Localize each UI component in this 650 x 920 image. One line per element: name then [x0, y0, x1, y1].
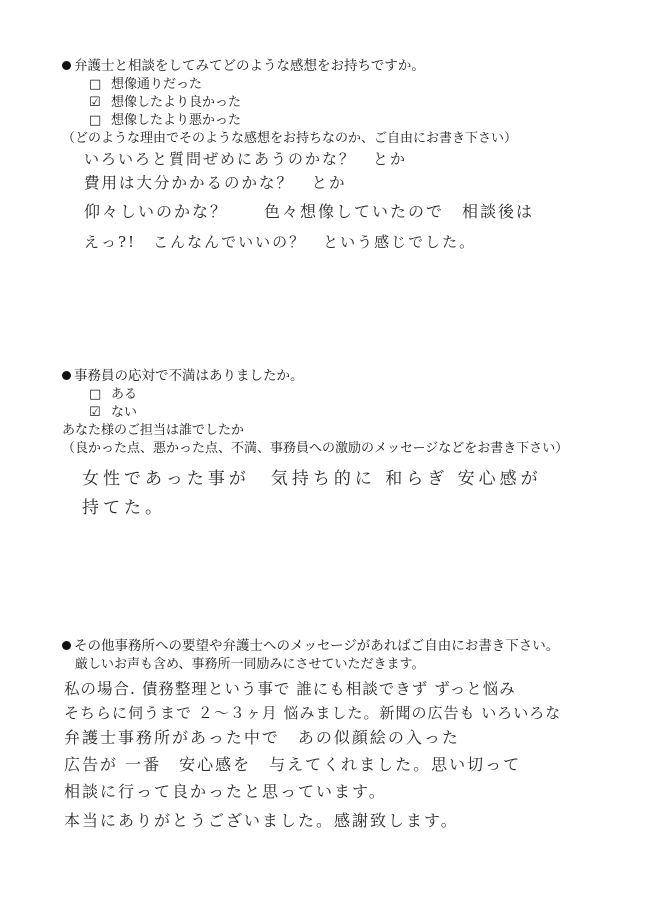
bullet-icon — [62, 371, 71, 380]
handwritten-line: 本当にありがとうございました。感謝致します。 — [64, 811, 459, 830]
checkbox-checked-icon: ☑ — [89, 95, 101, 110]
handwritten-line: えっ?! こんなんでいいの？ という感じでした。 — [84, 233, 477, 251]
question-staff-response: 事務員の応対で不満はありましたか。 — [62, 368, 304, 384]
checkbox-unchecked-icon: □ — [89, 387, 102, 402]
handwritten-line: いろいろと質問ぜめにあうのかな？ とか — [84, 150, 408, 168]
bullet-icon — [62, 61, 71, 70]
handwritten-line: 仰々しいのかな？ 色々想像していたので 相談後は — [84, 202, 535, 221]
handwritten-line: 相談に行って良かったと思っています。 — [64, 782, 387, 801]
option-yes: □ ある — [89, 387, 138, 402]
bullet-icon — [62, 641, 71, 650]
handwritten-line: 費用は大分かかるのかな？ とか — [84, 174, 347, 192]
handwritten-line: 弁護士事務所があった中で あの似顔絵の入った — [64, 728, 460, 747]
prompt-reason: （どのような理由でそのような感想をお持ちなのか、ご自由にお書き下さい） — [62, 131, 518, 146]
handwritten-line: 私の場合. 債務整理という事で 誰にも相談できず ずっと悩み — [64, 680, 516, 698]
checkbox-unchecked-icon: □ — [89, 77, 102, 92]
handwritten-line: 広告が 一番 安心感を 与えてくれました。思い切って — [64, 755, 522, 774]
prompt-staff-feedback: （良かった点、悪かった点、不満、事務員への激励のメッセージなどをお書き下さい） — [62, 441, 569, 456]
question-requests-message: その他事務所への要望や弁護士へのメッセージがあればご自由にお書き下さい。 — [62, 638, 559, 654]
handwritten-line: 持てた。 — [82, 498, 166, 518]
option-as-expected: □ 想像通りだった — [89, 77, 203, 92]
option-better-than-expected: ☑ 想像したより良かった — [89, 95, 242, 110]
option-no: ☑ ない — [89, 405, 138, 420]
checkbox-checked-icon: ☑ — [89, 405, 101, 420]
note-feedback-welcome: 厳しいお声も含め、事務所一同励みにさせていただきます。 — [75, 657, 425, 672]
handwritten-line: 女性であった事が 気持ち的に 和らぎ 安心感が — [82, 469, 542, 489]
option-worse-than-expected: □ 想像したより悪かった — [89, 113, 242, 128]
checkbox-unchecked-icon: □ — [89, 113, 102, 128]
question-impression: 弁護士と相談をしてみてどのような感想をお持ちですか。 — [62, 58, 425, 74]
handwritten-line: そちらに伺うまで ２～３ヶ月 悩みました。新聞の広告も いろいろな — [64, 704, 562, 722]
question-staff-in-charge: あなた様のご担当は誰でしたか — [62, 423, 245, 438]
